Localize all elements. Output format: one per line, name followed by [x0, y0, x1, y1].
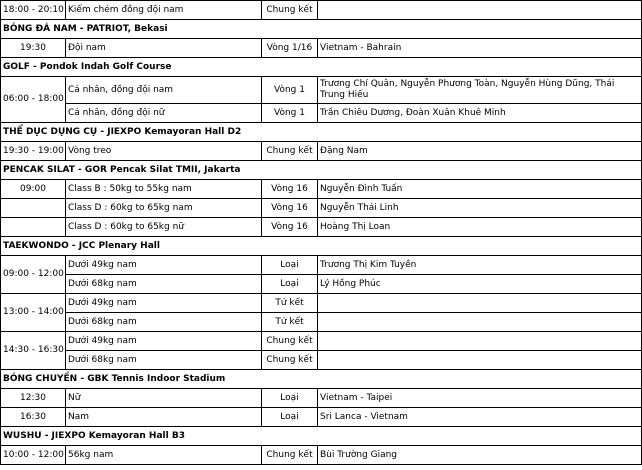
- event-cell: Dưới 68kg nam: [66, 275, 262, 294]
- time-cell: [1, 199, 66, 218]
- round-cell: Vòng 16: [262, 199, 318, 218]
- table-row: [1, 446, 642, 465]
- athletes-cell: Nguyễn Đình Tuấn: [318, 180, 642, 199]
- table-row: [1, 39, 642, 58]
- athletes-cell: [318, 351, 642, 370]
- round-cell: Chung kết: [262, 351, 318, 370]
- athletes-cell: Trương Chí Quân, Nguyễn Phương Toàn, Nguyễn Hùng Dũng, Thái Trung Hiếu: [318, 77, 642, 104]
- table-row: [1, 142, 642, 161]
- athletes-cell: Vietnam - Bahrain: [318, 39, 642, 58]
- event-cell: Cá nhân, đồng đội nữ: [66, 104, 262, 123]
- table-row: [1, 77, 642, 104]
- athletes-cell: Vietnam - Taipei: [318, 389, 642, 408]
- section-header-row: [1, 58, 642, 77]
- table-row: [1, 218, 642, 237]
- athletes-cell: Bùi Trường Giang: [318, 446, 642, 465]
- athletes-cell: Trần Chiêu Dương, Đoàn Xuân Khuê Minh: [318, 104, 642, 123]
- table-row: [1, 104, 642, 123]
- athletes-cell: [318, 294, 642, 313]
- round-cell: Chung kết: [262, 1, 318, 20]
- event-cell: Cá nhân, đồng đội nam: [66, 77, 262, 104]
- table-row: [1, 180, 642, 199]
- section-header-row: [1, 123, 642, 142]
- table-row: [1, 408, 642, 427]
- round-cell: Loại: [262, 389, 318, 408]
- table-row: [1, 199, 642, 218]
- section-header-row: [1, 161, 642, 180]
- round-cell: Chung kết: [262, 142, 318, 161]
- event-cell: Dưới 68kg nam: [66, 313, 262, 332]
- athletes-cell: Hoàng Thị Loan: [318, 218, 642, 237]
- time-cell: 19:30 - 19:00: [1, 142, 66, 161]
- time-cell: 14:30 - 16:30: [1, 332, 66, 370]
- table-row: [1, 389, 642, 408]
- event-cell: Đội nam: [66, 39, 262, 58]
- round-cell: Vòng 16: [262, 180, 318, 199]
- section-header-row: [1, 370, 642, 389]
- table-row: [1, 313, 642, 332]
- event-cell: Nam: [66, 408, 262, 427]
- section-header: BÓNG CHUYỀN - GBK Tennis Indoor Stadium: [1, 370, 642, 389]
- round-cell: Loại: [262, 256, 318, 275]
- time-cell: 06:00 - 18:00: [1, 77, 66, 123]
- time-cell: 12:30: [1, 389, 66, 408]
- round-cell: Loại: [262, 408, 318, 427]
- event-cell: Vòng treo: [66, 142, 262, 161]
- event-cell: Dưới 49kg nam: [66, 256, 262, 275]
- round-cell: Loại: [262, 275, 318, 294]
- section-header: GOLF - Pondok Indah Golf Course: [1, 58, 642, 77]
- athletes-cell: Đặng Nam: [318, 142, 642, 161]
- time-cell: 18:00 - 20:10: [1, 1, 66, 20]
- section-header: PENCAK SILAT - GOR Pencak Silat TMII, Jakarta: [1, 161, 642, 180]
- event-cell: Dưới 49kg nam: [66, 294, 262, 313]
- table-row: [1, 332, 642, 351]
- event-cell: Dưới 49kg nam: [66, 332, 262, 351]
- athletes-cell: [318, 332, 642, 351]
- time-cell: 13:00 - 14:00: [1, 294, 66, 332]
- section-header-row: [1, 427, 642, 446]
- event-cell: Nữ: [66, 389, 262, 408]
- section-header: THỂ DỤC DỤNG CỤ - JIEXPO Kemayoran Hall D2: [1, 123, 642, 142]
- section-header-row: [1, 237, 642, 256]
- table-row: [1, 256, 642, 275]
- athletes-cell: Trương Thị Kim Tuyền: [318, 256, 642, 275]
- table-row: [1, 275, 642, 294]
- round-cell: Vòng 1: [262, 104, 318, 123]
- event-cell: Class D : 60kg to 65kg nam: [66, 199, 262, 218]
- table-row: [1, 1, 642, 20]
- time-cell: 16:30: [1, 408, 66, 427]
- event-cell: 56kg nam: [66, 446, 262, 465]
- round-cell: Vòng 1/16: [262, 39, 318, 58]
- athletes-cell: Nguyễn Thái Linh: [318, 199, 642, 218]
- time-cell: 09:00: [1, 180, 66, 199]
- round-cell: Chung kết: [262, 446, 318, 465]
- athletes-cell: [318, 313, 642, 332]
- event-cell: Class D : 60kg to 65kg nữ: [66, 218, 262, 237]
- section-header-row: [1, 20, 642, 39]
- athletes-cell: Sri Lanca - Vietnam: [318, 408, 642, 427]
- round-cell: Vòng 16: [262, 218, 318, 237]
- round-cell: Tứ kết: [262, 294, 318, 313]
- athletes-cell: Lý Hồng Phúc: [318, 275, 642, 294]
- section-header: BÓNG ĐÁ NAM - PATRIOT, Bekasi: [1, 20, 642, 39]
- athletes-cell: [318, 1, 642, 20]
- round-cell: Tứ kết: [262, 313, 318, 332]
- round-cell: Chung kết: [262, 332, 318, 351]
- time-cell: [1, 218, 66, 237]
- event-cell: Dưới 68kg nam: [66, 351, 262, 370]
- time-cell: 09:00 - 12:00: [1, 256, 66, 294]
- section-header: WUSHU - JIEXPO Kemayoran Hall B3: [1, 427, 642, 446]
- table-row: [1, 351, 642, 370]
- time-cell: 10:00 - 12:00: [1, 446, 66, 465]
- event-cell: Kiếm chém đồng đội nam: [66, 1, 262, 20]
- round-cell: Vòng 1: [262, 77, 318, 104]
- table-row: [1, 294, 642, 313]
- time-cell: 19:30: [1, 39, 66, 58]
- section-header: TAEKWONDO - JCC Plenary Hall: [1, 237, 642, 256]
- event-cell: Class B : 50kg to 55kg nam: [66, 180, 262, 199]
